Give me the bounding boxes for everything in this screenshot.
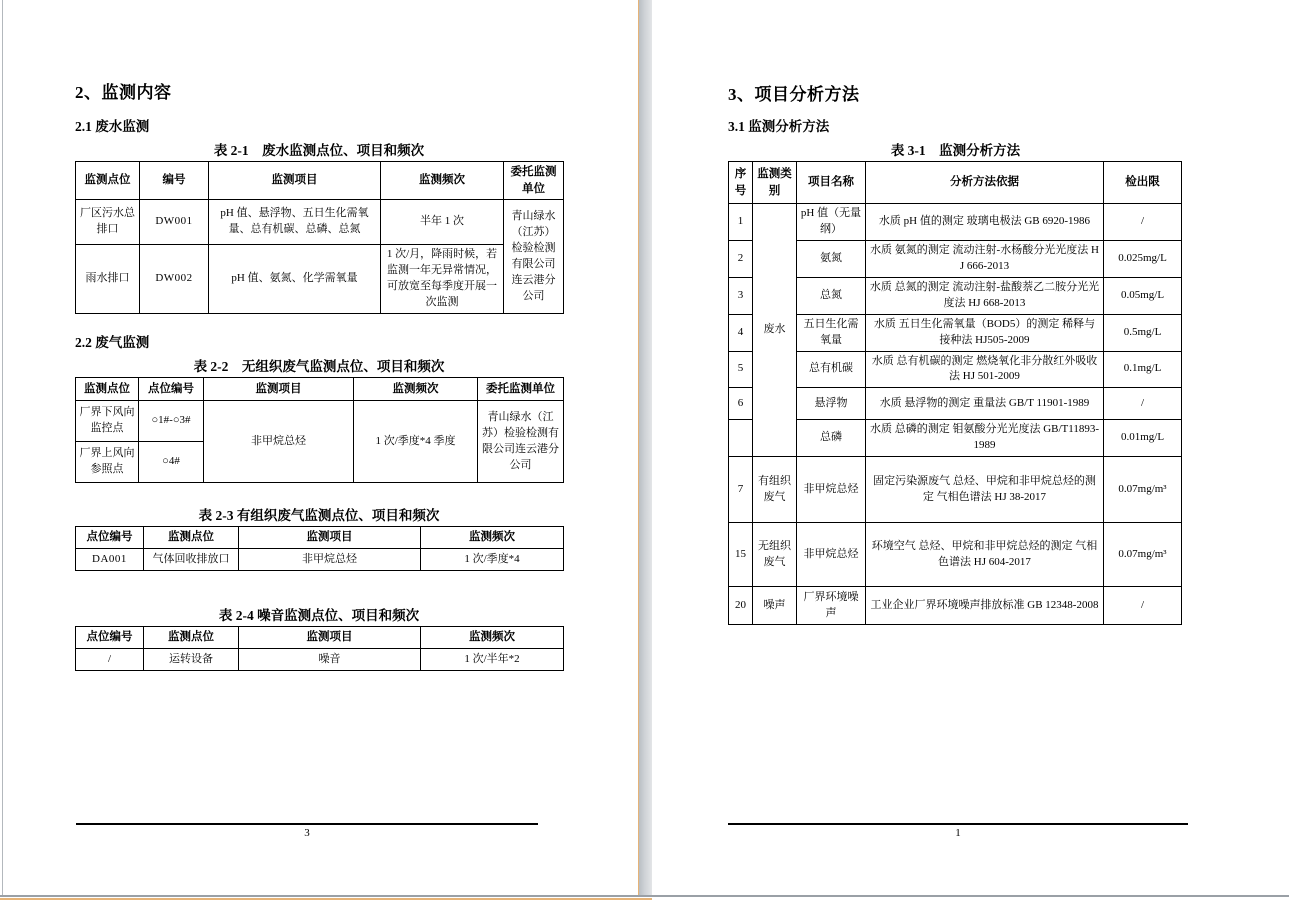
bottom-accent-line [0,898,652,900]
table-cell: 非甲烷总烃 [239,549,421,571]
table-cell-category-noise: 噪声 [753,587,797,625]
subsection-heading-methods: 3.1 监测分析方法 [728,119,830,134]
table-cell-method: 水质 pH 值的测定 玻璃电极法 GB 6920-1986 [866,204,1104,241]
table-cell-limit: / [1104,587,1182,625]
table-cell: 厂界上风向参照点 [76,442,139,483]
bottom-rule [0,895,1289,897]
table-cell-limit: 0.025mg/L [1104,240,1182,277]
fugitive-emission-table [75,377,564,483]
header-cell: 项目名称 [797,162,866,204]
header-cell: 监测类别 [753,162,797,204]
table-cell-method: 水质 总氮的测定 流动注射-盐酸萘乙二胺分光光度法 HJ 668-2013 [866,277,1104,314]
table-cell: 厂区污水总排口 [76,200,140,245]
header-cell: 监测频次 [354,378,478,401]
table-cell: 1 次/月，降雨时候，若监测一年无异常情况，可放宽至每季度开展一次监测 [381,245,504,314]
table-cell-merged-unit: 青山绿水（江苏）检验检测有限公司连云港分公司 [504,200,564,314]
table-cell-method: 水质 总磷的测定 钼氨酸分光光度法 GB/T11893-1989 [866,420,1104,457]
table-cell: 厂界下风向监控点 [76,401,139,442]
table-caption-2-4: 表 2-4 噪音监测点位、项目和频次 [218,608,420,624]
header-cell: 监测频次 [381,162,504,200]
table-cell: DW001 [140,200,209,245]
table-cell-no: 4 [729,314,753,351]
table-cell: 雨水排口 [76,245,140,314]
header-cell: 点位编号 [76,527,144,549]
table-cell-item: 总氮 [797,277,866,314]
table-cell-category-water: 废水 [753,204,797,457]
table-cell-category-unorganized: 无组织废气 [753,523,797,587]
table-cell-no: 5 [729,351,753,388]
footer-right [728,823,1188,839]
table-cell-method: 水质 氨氮的测定 流动注射-水杨酸分光光度法 HJ 666-2013 [866,240,1104,277]
table-cell-method: 环境空气 总烃、甲烷和非甲烷总烃的测定 气相色谱法 HJ 604-2017 [866,523,1104,587]
table-cell-item: pH 值（无量纲） [797,204,866,241]
header-cell: 序号 [729,162,753,204]
table-cell: / [76,649,144,671]
table-cell-no: 20 [729,587,753,625]
table-cell-category-organized: 有组织废气 [753,457,797,523]
header-cell: 监测点位 [76,378,139,401]
table-cell: pH 值、悬浮物、五日生化需氧量、总有机碳、总磷、总氮 [209,200,381,245]
subsection-heading-wastewater: 2.1 废水监测 [75,119,150,134]
header-cell: 监测项目 [209,162,381,200]
table-cell: 气体回收排放口 [144,549,239,571]
table-cell-merged-unit: 青山绿水（江苏）检验检测有限公司连云港分公司 [478,401,564,483]
header-cell: 监测点位 [144,527,239,549]
table-cell-limit: 0.01mg/L [1104,420,1182,457]
header-cell: 点位编号 [76,627,144,649]
table-cell-item: 非甲烷总烃 [797,523,866,587]
table-cell: ○1#-○3# [139,401,204,442]
header-cell: 监测点位 [76,162,140,200]
header-cell: 分析方法依据 [866,162,1104,204]
table-cell-item: 厂界环境噪声 [797,587,866,625]
table-cell-limit: 0.07mg/m³ [1104,523,1182,587]
table-caption-2-2: 表 2-2 无组织废气监测点位、项目和频次 [193,359,445,375]
table-cell-merged-frequency: 1 次/季度*4 季度 [354,401,478,483]
table-cell: 噪音 [239,649,421,671]
footer-left [76,823,538,839]
table-cell-no: 6 [729,388,753,420]
header-cell: 委托监测单位 [504,162,564,200]
page-left-content [75,78,563,671]
table-cell-method: 工业企业厂界环境噪声排放标准 GB 12348-2008 [866,587,1104,625]
noise-monitoring-table [75,626,564,671]
table-cell-item: 悬浮物 [797,388,866,420]
section-heading: 3、项目分析方法 [728,85,860,104]
table-cell-limit: 0.05mg/L [1104,277,1182,314]
table-caption-2-3: 表 2-3 有组织废气监测点位、项目和频次 [198,508,440,524]
table-cell: pH 值、氨氮、化学需氧量 [209,245,381,314]
table-cell: 运转设备 [144,649,239,671]
table-cell: DA001 [76,549,144,571]
table-cell-item: 五日生化需氧量 [797,314,866,351]
subsection-heading-exhaust: 2.2 废气监测 [75,335,150,351]
header-cell: 检出限 [1104,162,1182,204]
table-caption-2-1: 表 2-1 废水监测点位、项目和频次 [213,143,425,158]
table-cell: DW002 [140,245,209,314]
table-cell: 半年 1 次 [381,200,504,245]
table-cell-item: 总有机碳 [797,351,866,388]
header-cell: 监测项目 [239,627,421,649]
table-caption-3-1: 表 3-1 监测分析方法 [890,143,1021,158]
header-cell: 监测点位 [144,627,239,649]
table-cell-method: 水质 总有机碳的测定 燃烧氧化非分散红外吸收法 HJ 501-2009 [866,351,1104,388]
table-cell-limit: 0.1mg/L [1104,351,1182,388]
table-cell: 1 次/半年*2 [421,649,564,671]
section-heading: 2、监测内容 [75,83,172,102]
header-cell: 监测频次 [421,527,564,549]
page-number: 1 [955,827,961,839]
table-cell-limit: / [1104,204,1182,241]
page-number: 3 [304,827,310,839]
table-cell-limit: / [1104,388,1182,420]
table-cell-no: 7 [729,457,753,523]
table-cell-merged-item: 非甲烷总烃 [204,401,354,483]
page-right-content [728,80,1183,625]
header-cell: 编号 [140,162,209,200]
analysis-method-table [728,161,1182,625]
header-cell: 监测频次 [421,627,564,649]
table-cell-no [729,420,753,457]
page-left [3,0,637,895]
table-cell-method: 水质 五日生化需氧量（BOD5）的测定 稀释与接种法 HJ505-2009 [866,314,1104,351]
table-cell-no: 1 [729,204,753,241]
header-cell: 监测项目 [239,527,421,549]
table-cell-no: 15 [729,523,753,587]
page-divider [638,0,652,897]
header-cell: 委托监测单位 [478,378,564,401]
table-cell-item: 氨氮 [797,240,866,277]
header-cell: 点位编号 [139,378,204,401]
table-cell-limit: 0.5mg/L [1104,314,1182,351]
table-cell-limit: 0.07mg/m³ [1104,457,1182,523]
table-cell-no: 3 [729,277,753,314]
table-cell-item: 总磷 [797,420,866,457]
wastewater-monitoring-table [75,161,564,314]
table-cell-method: 水质 悬浮物的测定 重量法 GB/T 11901-1989 [866,388,1104,420]
table-cell-no: 2 [729,240,753,277]
table-cell: 1 次/季度*4 [421,549,564,571]
table-cell-method: 固定污染源废气 总烃、甲烷和非甲烷总烃的测定 气相色谱法 HJ 38-2017 [866,457,1104,523]
table-cell: ○4# [139,442,204,483]
table-cell-item: 非甲烷总烃 [797,457,866,523]
page-right [652,0,1289,895]
header-cell: 监测项目 [204,378,354,401]
organized-emission-table [75,526,564,571]
